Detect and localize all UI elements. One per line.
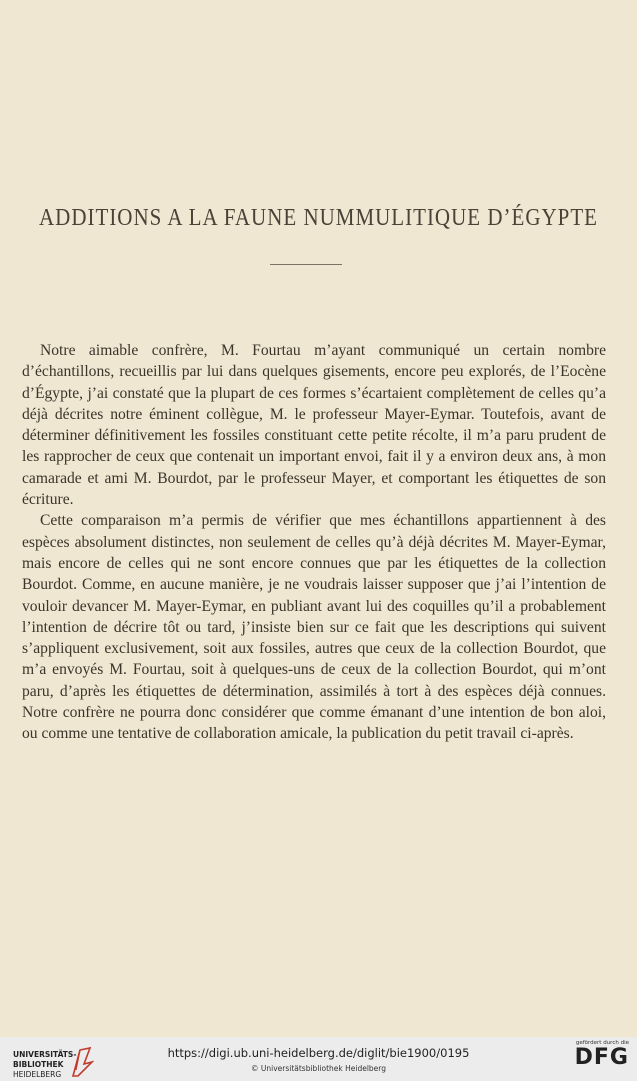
permalink-url[interactable]: https://digi.ub.uni-heidelberg.de/diglit/bie1900/0195 bbox=[167, 1046, 470, 1060]
funder-logo-text: DFG bbox=[574, 1045, 629, 1070]
title-divider bbox=[270, 264, 342, 265]
viewer-footer bbox=[0, 1037, 637, 1081]
copyright-notice: © Universitätsbibliothek Heidelberg bbox=[250, 1064, 386, 1073]
paragraph-2: Cette comparaison m’a permis de vérifier que mes échantillons appartiennent à des espèces absolument distinctes, non seulement de celles qu’à déjà décrites M. Mayer-Eymar, mais encore de celles qui ne sont encore connues que par les étiquettes de la collection Bourdot. Comme, en aucune manière, je ne voudrais laisser supposer que j’ai l’intention de vouloir devancer M. Mayer-Eymar, en publiant avant lui des coquilles qu’il a probablement l’intention de décrire tôt ou tard, j’insiste bien sur ce fait que les descriptions qui suivent s’appliquent exclusivement, soit aux fossiles, autres que ceux de la collection Bourdot, que m’a envoyés M. Fourtau, soit à quelques-uns de ceux de la collection Bourdot, qui m’ont paru, d’après les étiquettes de détermination, assimilés à tort à des espèces déjà connues. Notre confrère ne pourra donc considérer que comme émanant d’une intention de bon aloi, ou comme une tentative de collaboration amicale, la publication du petit travail ci-après. bbox=[22, 512, 606, 743]
article-body bbox=[22, 340, 606, 745]
article-title: ADDITIONS A LA FAUNE NUMMULITIQUE D’ÉGYPTE bbox=[39, 202, 598, 232]
dfg-logo[interactable] bbox=[559, 1040, 629, 1070]
paragraph-1: Notre aimable confrère, M. Fourtau m’ayant communiqué un certain nombre d’échantillons, recueillis par lui dans quelques gisements, encore peu explorés, de l’Eocène d’Égypte, j’ai constaté que la plupart de ces formes s’écartaient complètement de celles qu’a déjà décrites notre éminent collègue, M. le professeur Mayer-Eymar. Toutefois, avant de déterminer définitivement les fossiles constituant cette petite récolte, il m’a paru prudent de les rapprocher de ceux que contenait un important envoi, fait il y a environ deux ans, à mon camarade et ami M. Bourdot, par le professeur Mayer, et comportant les étiquettes de son écriture. bbox=[22, 342, 606, 509]
library-name: UNIVERSITÄTS- BIBLIOTHEK HEIDELBERG bbox=[13, 1050, 77, 1079]
funder-caption: gefördert durch die bbox=[575, 1040, 629, 1046]
